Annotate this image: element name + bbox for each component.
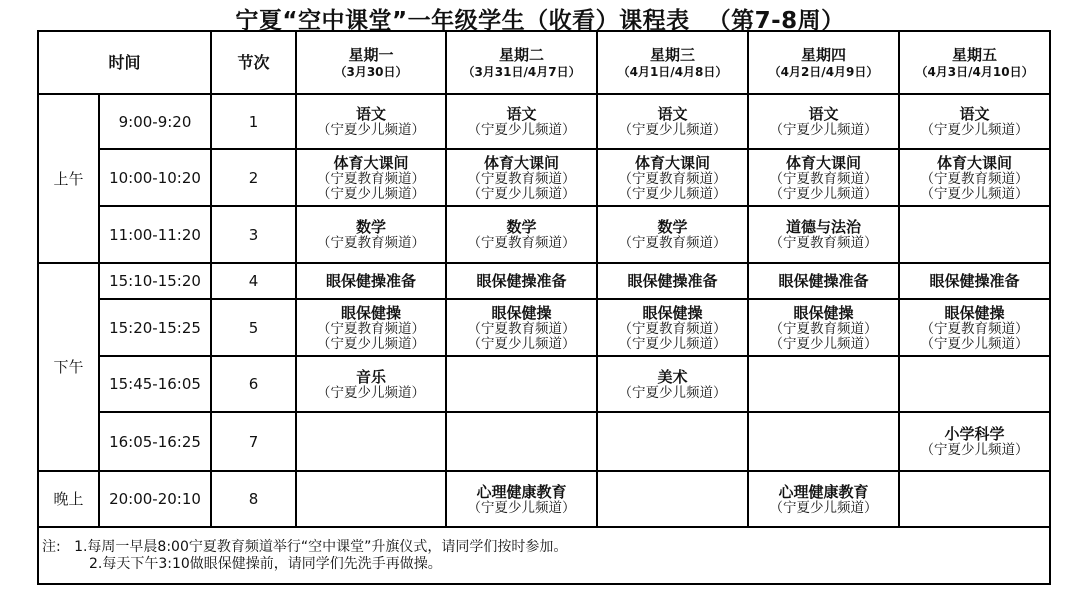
course-channel: （宁夏少儿频道） bbox=[920, 442, 1029, 459]
course-channel: （宁夏少儿频道） bbox=[618, 185, 727, 202]
course-channel: （宁夏教育频道） bbox=[317, 235, 426, 252]
course-channel: （宁夏教育频道） bbox=[317, 170, 426, 187]
period-cell: 8 bbox=[211, 471, 296, 527]
course-subject: 数学 bbox=[506, 218, 537, 237]
course-subject: 语文 bbox=[506, 105, 537, 124]
title-weeks: （第7-8周） bbox=[707, 8, 845, 34]
course-cell bbox=[899, 94, 1050, 149]
course-cell bbox=[446, 206, 597, 263]
header-day: 星期二 （3月31日/4月7日） bbox=[446, 31, 597, 94]
course-channel: （宁夏少儿频道） bbox=[920, 122, 1029, 139]
course-cell bbox=[296, 206, 446, 263]
course-cell bbox=[597, 94, 748, 149]
course-channel: （宁夏少儿频道） bbox=[467, 185, 576, 202]
table-row bbox=[38, 412, 1050, 471]
course-channel: （宁夏少儿频道） bbox=[920, 185, 1029, 202]
course-cell bbox=[748, 94, 899, 149]
course-channel: （宁夏少儿频道） bbox=[467, 335, 576, 352]
course-cell bbox=[597, 356, 748, 412]
course-subject: 数学 bbox=[356, 218, 387, 237]
course-cell bbox=[899, 412, 1050, 471]
time-cell: 10:00-10:20 bbox=[99, 149, 211, 206]
course-subject: 眼保健操准备 bbox=[929, 272, 1020, 290]
time-cell: 15:45-16:05 bbox=[99, 356, 211, 412]
course-subject: 体育大课间 bbox=[635, 153, 711, 172]
notes-label: 注: bbox=[42, 538, 61, 555]
period-cell: 7 bbox=[211, 412, 296, 471]
course-cell bbox=[748, 299, 899, 356]
course-channel: （宁夏少儿频道） bbox=[769, 499, 878, 516]
time-cell: 15:10-15:20 bbox=[99, 263, 211, 299]
table-row bbox=[38, 206, 1050, 263]
course-cell bbox=[899, 149, 1050, 206]
notes-row bbox=[38, 527, 1050, 584]
course-channel: （宁夏教育频道） bbox=[920, 170, 1029, 187]
course-subject: 心理健康教育 bbox=[778, 482, 869, 501]
course-subject: 眼保健操 bbox=[491, 303, 552, 322]
course-channel: （宁夏教育频道） bbox=[317, 320, 426, 337]
course-cell bbox=[296, 94, 446, 149]
schedule-table bbox=[37, 30, 1051, 585]
period-cell: 2 bbox=[211, 149, 296, 206]
course-subject: 数学 bbox=[657, 218, 688, 237]
segment-label: 上午 bbox=[38, 94, 99, 263]
course-subject: 眼保健操 bbox=[793, 303, 854, 322]
header-day: 星期四 （4月2日/4月9日） bbox=[748, 31, 899, 94]
course-subject: 眼保健操准备 bbox=[476, 272, 567, 290]
course-cell bbox=[296, 356, 446, 412]
course-cell bbox=[296, 471, 446, 527]
course-channel: （宁夏少儿频道） bbox=[467, 499, 576, 516]
time-cell: 11:00-11:20 bbox=[99, 206, 211, 263]
course-cell bbox=[597, 471, 748, 527]
course-subject: 语文 bbox=[959, 105, 990, 124]
course-subject: 眼保健操准备 bbox=[326, 272, 417, 290]
course-cell bbox=[748, 356, 899, 412]
course-channel: （宁夏少儿频道） bbox=[769, 122, 878, 139]
time-cell: 9:00-9:20 bbox=[99, 94, 211, 149]
course-cell bbox=[446, 412, 597, 471]
note-line-2: 2.每天下午3:10做眼保健操前，请同学们先洗手再做操。 bbox=[89, 555, 442, 572]
course-subject: 体育大课间 bbox=[333, 153, 409, 172]
course-subject: 美术 bbox=[657, 367, 688, 386]
course-channel: （宁夏教育频道） bbox=[618, 235, 727, 252]
course-channel: （宁夏少儿频道） bbox=[618, 122, 727, 139]
course-channel: （宁夏少儿频道） bbox=[317, 122, 426, 139]
course-channel: （宁夏教育频道） bbox=[467, 320, 576, 337]
course-subject: 音乐 bbox=[356, 367, 387, 386]
course-channel: （宁夏少儿频道） bbox=[317, 384, 426, 401]
course-cell bbox=[597, 206, 748, 263]
course-cell bbox=[296, 412, 446, 471]
time-cell: 15:20-15:25 bbox=[99, 299, 211, 356]
header-day: 星期三 （4月1日/4月8日） bbox=[597, 31, 748, 94]
course-channel: （宁夏少儿频道） bbox=[618, 384, 727, 401]
course-subject: 眼保健操 bbox=[944, 303, 1005, 322]
segment-label: 下午 bbox=[38, 263, 99, 471]
period-cell: 5 bbox=[211, 299, 296, 356]
course-subject: 眼保健操 bbox=[642, 303, 703, 322]
course-subject: 眼保健操准备 bbox=[778, 272, 869, 290]
header-day: 星期一 （3月30日） bbox=[296, 31, 446, 94]
course-cell bbox=[597, 299, 748, 356]
title-main: 宁夏“空中课堂”一年级学生（收看）课程表 bbox=[235, 8, 690, 34]
course-cell bbox=[296, 299, 446, 356]
table-row bbox=[38, 149, 1050, 206]
course-cell bbox=[597, 412, 748, 471]
course-subject: 小学科学 bbox=[944, 425, 1005, 444]
time-cell: 16:05-16:25 bbox=[99, 412, 211, 471]
course-channel: （宁夏教育频道） bbox=[920, 320, 1029, 337]
course-channel: （宁夏少儿频道） bbox=[317, 185, 426, 202]
course-subject: 语文 bbox=[356, 105, 387, 124]
course-cell bbox=[446, 299, 597, 356]
course-cell bbox=[446, 356, 597, 412]
header-day: 星期五 （4月3日/4月10日） bbox=[899, 31, 1050, 94]
course-channel: （宁夏教育频道） bbox=[618, 320, 727, 337]
course-subject: 语文 bbox=[657, 105, 688, 124]
course-subject: 体育大课间 bbox=[484, 153, 560, 172]
course-cell bbox=[597, 149, 748, 206]
course-channel: （宁夏少儿频道） bbox=[769, 335, 878, 352]
course-cell bbox=[597, 263, 748, 299]
header-time: 时间 bbox=[38, 31, 211, 94]
segment-label: 晚上 bbox=[38, 471, 99, 527]
course-channel: （宁夏少儿频道） bbox=[920, 335, 1029, 352]
course-cell bbox=[748, 263, 899, 299]
table-row bbox=[38, 263, 1050, 299]
course-subject: 眼保健操准备 bbox=[627, 272, 718, 290]
course-channel: （宁夏少儿频道） bbox=[317, 335, 426, 352]
course-channel: （宁夏教育频道） bbox=[467, 235, 576, 252]
course-subject: 心理健康教育 bbox=[476, 482, 567, 501]
course-channel: （宁夏少儿频道） bbox=[769, 185, 878, 202]
course-cell bbox=[446, 149, 597, 206]
course-channel: （宁夏少儿频道） bbox=[467, 122, 576, 139]
table-row bbox=[38, 94, 1050, 149]
course-channel: （宁夏教育频道） bbox=[467, 170, 576, 187]
course-cell bbox=[296, 149, 446, 206]
header-period: 节次 bbox=[211, 31, 296, 94]
course-cell bbox=[446, 471, 597, 527]
course-cell bbox=[899, 356, 1050, 412]
period-cell: 4 bbox=[211, 263, 296, 299]
course-cell bbox=[899, 263, 1050, 299]
period-cell: 3 bbox=[211, 206, 296, 263]
time-cell: 20:00-20:10 bbox=[99, 471, 211, 527]
course-subject: 语文 bbox=[808, 105, 839, 124]
course-cell bbox=[899, 299, 1050, 356]
course-channel: （宁夏教育频道） bbox=[769, 235, 878, 252]
course-cell bbox=[899, 471, 1050, 527]
course-subject: 体育大课间 bbox=[786, 153, 862, 172]
header-row bbox=[38, 31, 1050, 94]
course-channel: （宁夏教育频道） bbox=[769, 320, 878, 337]
course-cell bbox=[748, 149, 899, 206]
course-channel: （宁夏教育频道） bbox=[769, 170, 878, 187]
course-cell bbox=[446, 94, 597, 149]
period-cell: 6 bbox=[211, 356, 296, 412]
course-channel: （宁夏教育频道） bbox=[618, 170, 727, 187]
course-subject: 道德与法治 bbox=[786, 218, 862, 237]
period-cell: 1 bbox=[211, 94, 296, 149]
course-cell bbox=[748, 412, 899, 471]
course-cell bbox=[296, 263, 446, 299]
course-channel: （宁夏少儿频道） bbox=[618, 335, 727, 352]
table-row bbox=[38, 356, 1050, 412]
course-cell bbox=[899, 206, 1050, 263]
notes-cell bbox=[38, 527, 1050, 584]
note-line-1: 1.每周一早晨8:00宁夏教育频道举行“空中课堂”升旗仪式，请同学们按时参加。 bbox=[74, 538, 568, 555]
course-subject: 体育大课间 bbox=[937, 153, 1013, 172]
table-row bbox=[38, 471, 1050, 527]
course-cell bbox=[748, 471, 899, 527]
table-row bbox=[38, 299, 1050, 356]
course-subject: 眼保健操 bbox=[341, 303, 402, 322]
course-cell bbox=[748, 206, 899, 263]
course-cell bbox=[446, 263, 597, 299]
